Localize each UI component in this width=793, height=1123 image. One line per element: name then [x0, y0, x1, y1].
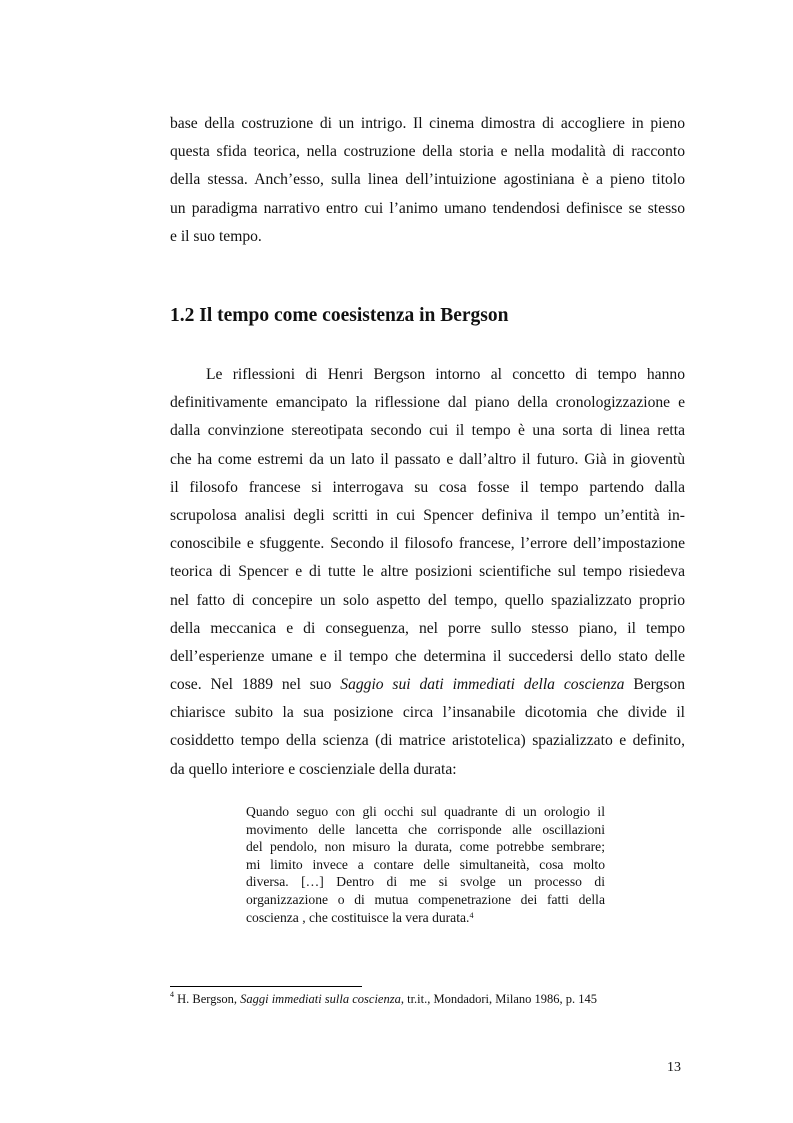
text-line: dell’esperienze umane e il tempo che determina il succedersi dello stato delle — [170, 647, 685, 665]
paragraph-continuation — [170, 110, 685, 251]
footnote-author: H. Bergson, — [174, 992, 241, 1006]
footnote-separator — [170, 986, 362, 987]
book-title: Saggio sui dati immediati della coscienza — [340, 676, 625, 694]
text-line: chiarisce subito la sua posizione circa l’insanabile dicotomia che divide il — [170, 704, 685, 722]
text-fragment: Bergson — [633, 676, 685, 694]
quote-line — [246, 909, 605, 927]
page-number: 13 — [667, 1060, 681, 1075]
section-heading: 1.2 Il tempo come coesistenza in Bergson — [170, 305, 509, 326]
text-line-with-title — [170, 671, 685, 699]
text-line: conoscibile e sfuggente. Secondo il filosofo francese, l’errore dell’impostazione — [170, 535, 685, 553]
text-line: che ha come estremi da un lato il passato e dall’altro il futuro. Già in gioventù — [170, 450, 685, 468]
quote-line: movimento delle lancetta che corrisponde alle oscillazioni — [246, 821, 605, 837]
quote-line: Quando seguo con gli occhi sul quadrante di un orologio il — [246, 804, 605, 819]
text-line: base della costruzione di un intrigo. Il cinema dimostra di accogliere in pieno — [170, 115, 685, 132]
text-line: da quello interiore e coscienziale della durata: — [170, 760, 457, 778]
text-line: questa sfida teorica, nella costruzione della storia e nella modalità di racconto — [170, 143, 685, 161]
block-quote — [246, 803, 605, 926]
footnote-title: Saggi immediati sulla coscienza — [240, 992, 401, 1006]
quote-line: mi limito invece a contare delle simultaneità, cosa molto — [246, 856, 605, 872]
quote-line: diversa. […] Dentro di me si svolge un processo di — [246, 874, 605, 890]
text-line: della stessa. Anch’esso, sulla linea dell’intuizione agostiniana è a pieno titolo — [170, 171, 685, 189]
text-line: scrupolosa analisi degli scritti in cui Spencer definiva il tempo un’entità in- — [170, 506, 685, 524]
footnote-number: 4 — [170, 990, 174, 999]
text-line: della meccanica e di conseguenza, nel porre sullo stesso piano, il tempo — [170, 619, 685, 637]
quote-line: organizzazione o di mutua compenetrazione dei fatti della — [246, 891, 605, 907]
text-line: un paradigma narrativo entro cui l’animo umano tendendosi definisce se stesso — [170, 199, 685, 217]
footnote-details: , tr.it., Mondadori, Milano 1986, p. 145 — [400, 992, 598, 1006]
quote-line: del pendolo, non misuro la durata, come potrebbe sembrare; — [246, 839, 605, 855]
footnote-reference[interactable]: 4 — [469, 910, 474, 920]
footnote — [170, 992, 597, 1007]
text-line: nel fatto di concepire un solo aspetto del tempo, quello spazializzato proprio — [170, 591, 685, 609]
text-line: definitivamente emancipato la riflessione dal piano della cronologizzazione e — [170, 394, 685, 412]
text-line: dalla convinzione stereotipata secondo cui il tempo è una sorta di linea retta — [170, 422, 685, 440]
text-line: cosiddetto tempo della scienza (di matrice aristotelica) spazializzato e definito, — [170, 732, 685, 750]
body-paragraph — [170, 361, 685, 784]
text-line: Le riflessioni di Henri Bergson intorno al concetto di tempo hanno — [206, 366, 685, 383]
text-line: e il suo tempo. — [170, 227, 262, 245]
quote-text: coscienza , che costituisce la vera durata. — [246, 909, 470, 925]
text-line: teorica di Spencer e di tutte le altre posizioni scientifiche sul tempo risiedeva — [170, 563, 685, 581]
text-line: il filosofo francese si interrogava su cosa fosse il tempo partendo dalla — [170, 478, 685, 496]
text-fragment: cose. Nel 1889 nel suo — [170, 676, 332, 694]
